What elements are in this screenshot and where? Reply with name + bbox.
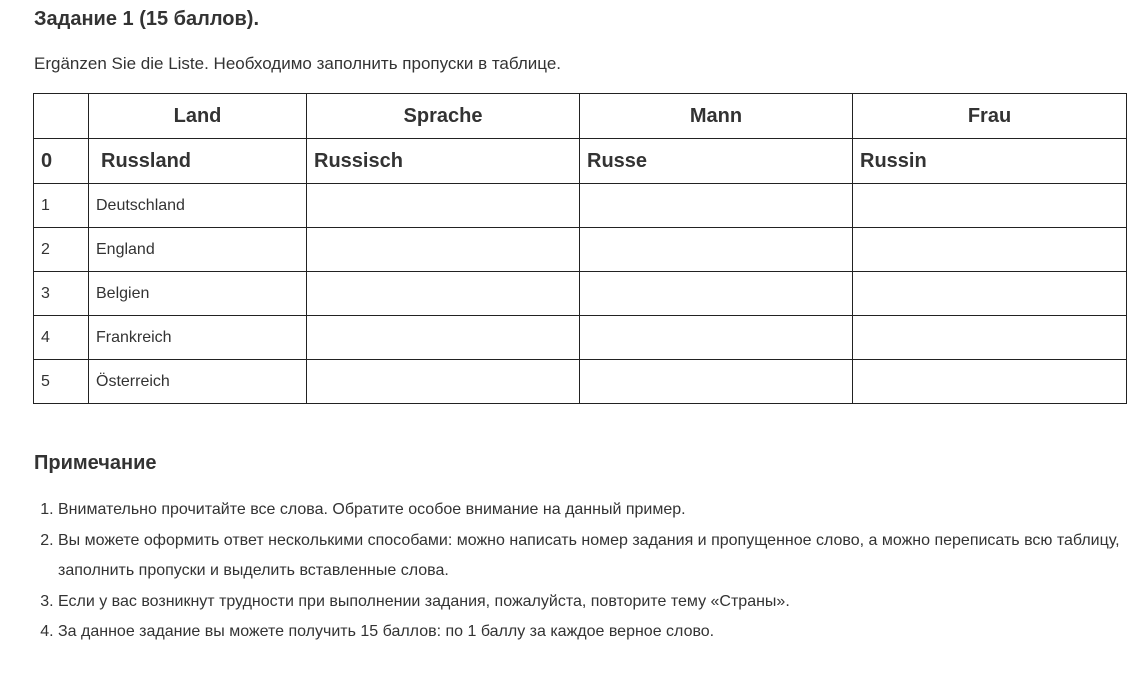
note-list — [34, 495, 1138, 648]
country-cell: Deutschland — [89, 184, 307, 228]
table-row — [34, 228, 1127, 272]
woman-blank-cell — [853, 228, 1127, 272]
language-blank-cell — [307, 184, 580, 228]
row-number: 2 — [34, 228, 89, 272]
man-blank-cell — [580, 360, 853, 404]
language-cell: Russisch — [307, 139, 580, 184]
task-title: Задание 1 (15 баллов). — [34, 8, 260, 30]
woman-blank-cell — [853, 272, 1127, 316]
note-item: 1. Внимательно прочитайте все слова. Обратите особое внимание на данный пример. — [58, 495, 1138, 526]
language-blank-cell — [307, 316, 580, 360]
row-number: 1 — [34, 184, 89, 228]
man-blank-cell — [580, 228, 853, 272]
header-cell-land: Land — [89, 94, 307, 139]
man-blank-cell — [580, 316, 853, 360]
note-title: Примечание — [34, 452, 157, 474]
woman-blank-cell — [853, 360, 1127, 404]
woman-cell: Russin — [853, 139, 1127, 184]
header-cell-number — [34, 94, 89, 139]
language-blank-cell — [307, 272, 580, 316]
word-table — [33, 93, 1127, 404]
note-item: 3. Если у вас возникнут трудности при выполнении задания, пожалуйста, повторите тему «Страны». — [58, 587, 1138, 618]
country-cell: Österreich — [89, 360, 307, 404]
row-number: 3 — [34, 272, 89, 316]
row-number: 4 — [34, 316, 89, 360]
country-cell: Frankreich — [89, 316, 307, 360]
header-cell-frau: Frau — [853, 94, 1127, 139]
man-cell: Russe — [580, 139, 853, 184]
country-cell: Belgien — [89, 272, 307, 316]
table-header-row — [34, 94, 1127, 139]
country-cell: England — [89, 228, 307, 272]
example-row — [34, 139, 1127, 184]
language-blank-cell — [307, 228, 580, 272]
note-item: 2. Вы можете оформить ответ несколькими способами: можно написать номер задания и пропущенное слово, а можно переписать всю таблицу, заполнить пропуски и выделить вставленные слова. — [58, 526, 1138, 587]
man-blank-cell — [580, 272, 853, 316]
note-item: 4. За данное задание вы можете получить 15 баллов: по 1 баллу за каждое верное слово. — [58, 617, 1138, 648]
task-instructions: Ergänzen Sie die Liste. Необходимо заполнить пропуски в таблице. — [34, 54, 561, 73]
row-number: 0 — [34, 139, 89, 184]
table-row — [34, 360, 1127, 404]
header-cell-mann: Mann — [580, 94, 853, 139]
table-row — [34, 184, 1127, 228]
country-cell: Russland — [89, 139, 307, 184]
woman-blank-cell — [853, 184, 1127, 228]
row-number: 5 — [34, 360, 89, 404]
woman-blank-cell — [853, 316, 1127, 360]
man-blank-cell — [580, 184, 853, 228]
table-row — [34, 272, 1127, 316]
table-row — [34, 316, 1127, 360]
language-blank-cell — [307, 360, 580, 404]
header-cell-sprache: Sprache — [307, 94, 580, 139]
